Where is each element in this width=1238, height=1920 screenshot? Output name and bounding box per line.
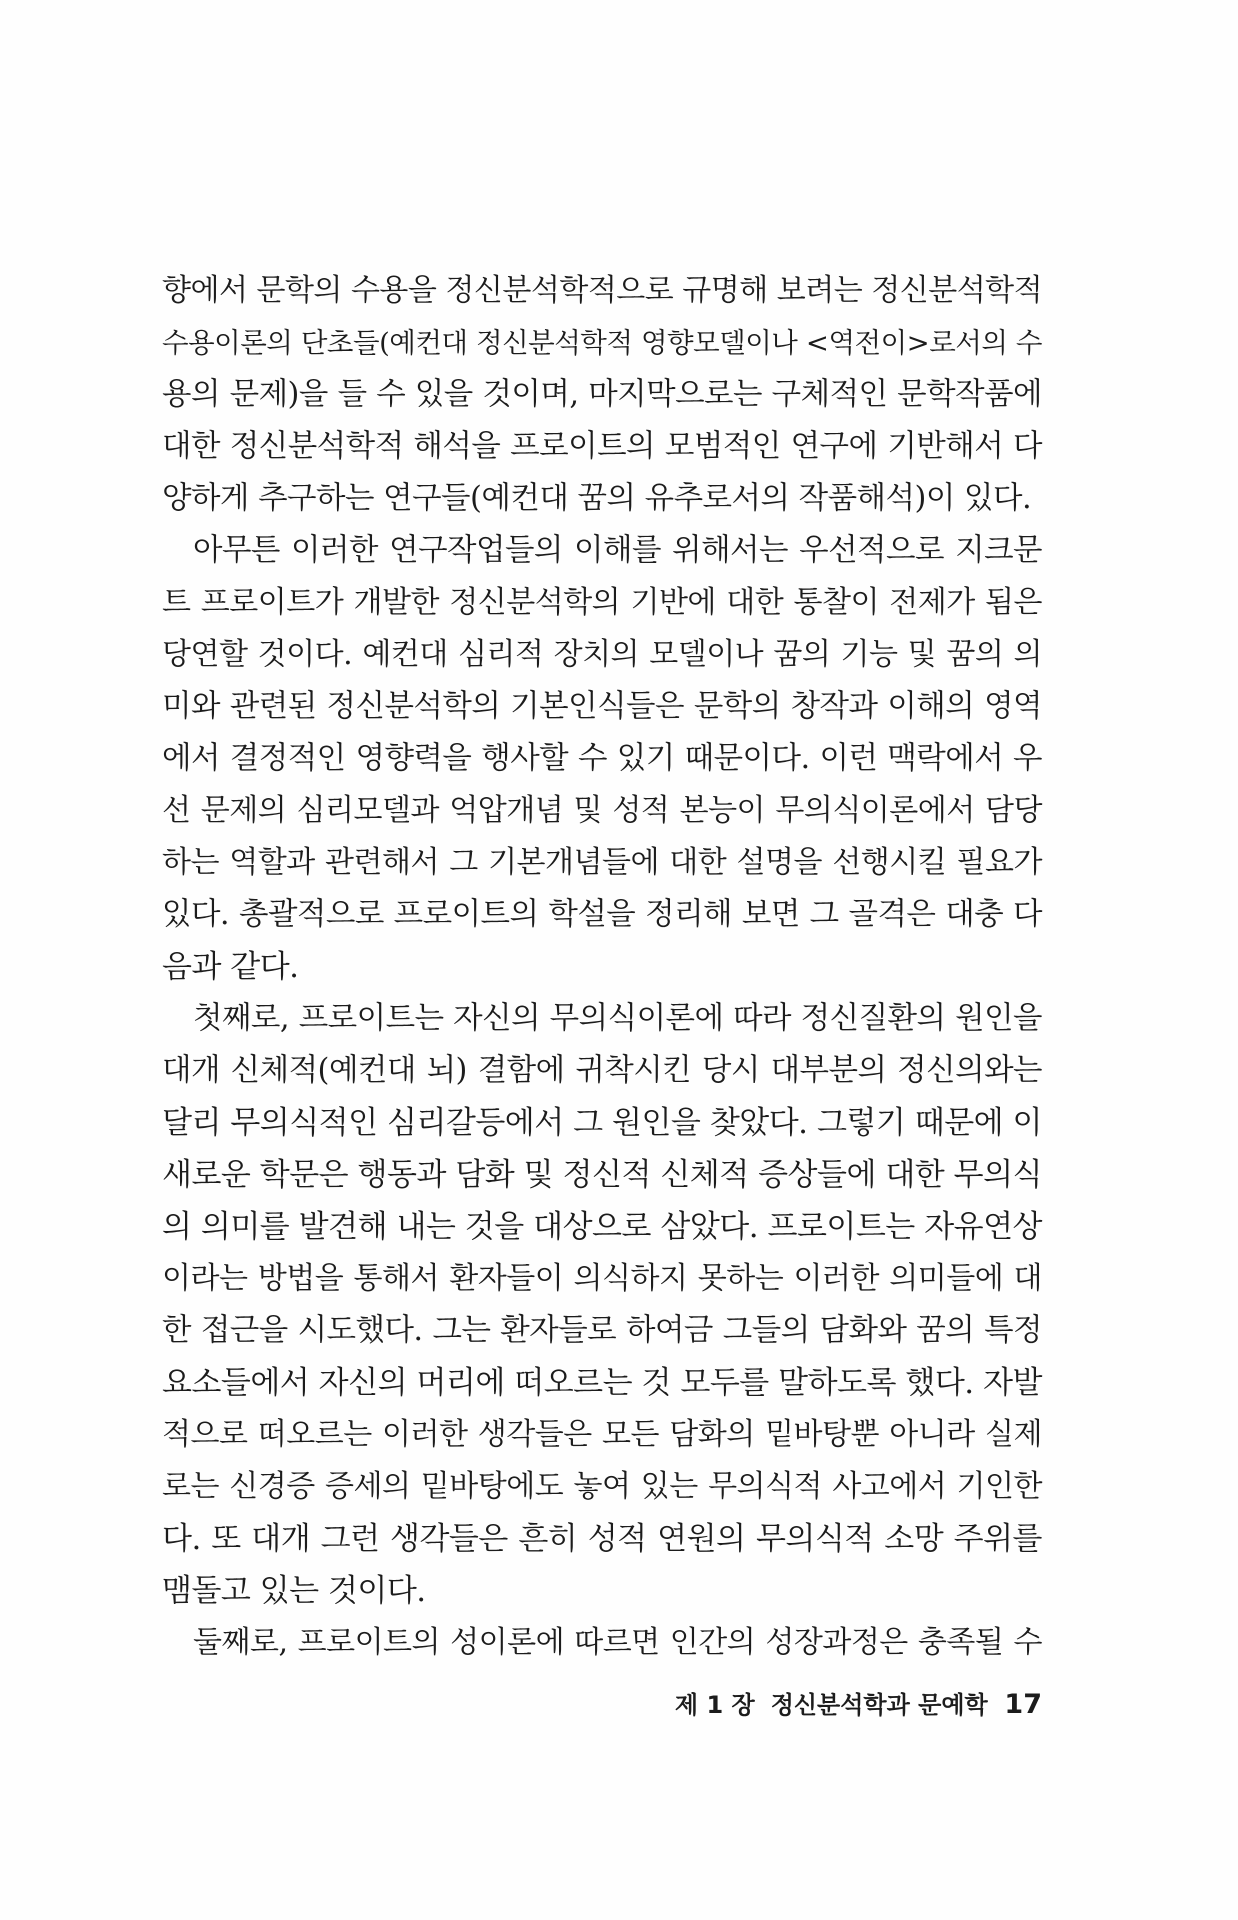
text-line: 향에서 문학의 수용을 정신분석학적으로 규명해 보려는 정신분석학적: [162, 273, 1043, 308]
text-line: 대한 정신분석학적 해석을 프로이트의 모범적인 연구에 기반해서 다: [162, 429, 1042, 464]
text-line: 첫째로, 프로이트는 자신의 무의식이론에 따라 정신질환의 원인을: [193, 1001, 1042, 1036]
text-line: 선 문제의 심리모델과 억압개념 및 성적 본능이 무의식이론에서 담당: [162, 793, 1042, 828]
page-number: 17: [1004, 1689, 1042, 1720]
text-line: 에서 결정적인 영향력을 행사할 수 있기 때문이다. 이런 맥락에서 우: [162, 741, 1042, 776]
text-line: 있다. 총괄적으로 프로이트의 학설을 정리해 보면 그 골격은 대충 다: [162, 897, 1042, 932]
text-line: 요소들에서 자신의 머리에 떠오르는 것 모두를 말하도록 했다. 자발: [162, 1365, 1042, 1401]
chapter-title: 정신분석학과 문예학: [770, 1691, 988, 1719]
text-line: 당연할 것이다. 예컨대 심리적 장치의 모델이나 꿈의 기능 및 꿈의 의: [162, 637, 1042, 672]
text-line: 수용이론의 단초들(예컨대 정신분석학적 영향모델이나 <역전이>로서의 수: [162, 327, 1042, 359]
text-line: 적으로 떠오르는 이러한 생각들은 모든 담화의 밑바탕뿐 아니라 실제: [162, 1417, 1042, 1452]
text-line: 이라는 방법을 통해서 환자들이 의식하지 못하는 이러한 의미들에 대: [162, 1261, 1042, 1296]
text-line: 양하게 추구하는 연구들(예컨대 꿈의 유추로서의 작품해석)이 있다.: [162, 481, 1032, 516]
text-line: 음과 같다.: [162, 949, 299, 985]
text-line: 미와 관련된 정신분석학의 기본인식들은 문학의 창작과 이해의 영역: [162, 689, 1042, 724]
text-line: 한 접근을 시도했다. 그는 환자들로 하여금 그들의 담화와 꿈의 특정: [162, 1313, 1042, 1348]
text-line: 맴돌고 있는 것이다.: [162, 1573, 426, 1609]
text-line: 달리 무의식적인 심리갈등에서 그 원인을 찾았다. 그렇기 때문에 이: [162, 1105, 1042, 1141]
text-line: 대개 신체적(예컨대 뇌) 결함에 귀착시킨 당시 대부분의 정신의와는: [162, 1053, 1042, 1088]
text-line: 둘째로, 프로이트의 성이론에 따르면 인간의 성장과정은 충족될 수: [193, 1625, 1042, 1660]
text-line: 다. 또 대개 그런 생각들은 흔히 성적 연원의 무의식적 소망 주위를: [162, 1521, 1042, 1557]
text-line: 하는 역할과 관련해서 그 기본개념들에 대한 설명을 선행시킬 필요가: [162, 845, 1042, 880]
chapter-label: 제 1 장: [674, 1691, 755, 1719]
body-text: [162, 265, 1042, 1669]
text-line: 용의 문제)을 들 수 있을 것이며, 마지막으로는 구체적인 문학작품에: [162, 377, 1042, 412]
text-line: 새로운 학문은 행동과 담화 및 정신적 신체적 증상들에 대한 무의식: [162, 1157, 1042, 1193]
text-line: 아무튼 이러한 연구작업들의 이해를 위해서는 우선적으로 지크문: [193, 533, 1042, 568]
text-line: 로는 신경증 증세의 밑바탕에도 놓여 있는 무의식적 사고에서 기인한: [162, 1469, 1042, 1504]
text-line: 트 프로이트가 개발한 정신분석학의 기반에 대한 통찰이 전제가 됨은: [162, 585, 1042, 620]
running-footer: [640, 1683, 1042, 1727]
text-line: 의 의미를 발견해 내는 것을 대상으로 삼았다. 프로이트는 자유연상: [162, 1209, 1042, 1245]
